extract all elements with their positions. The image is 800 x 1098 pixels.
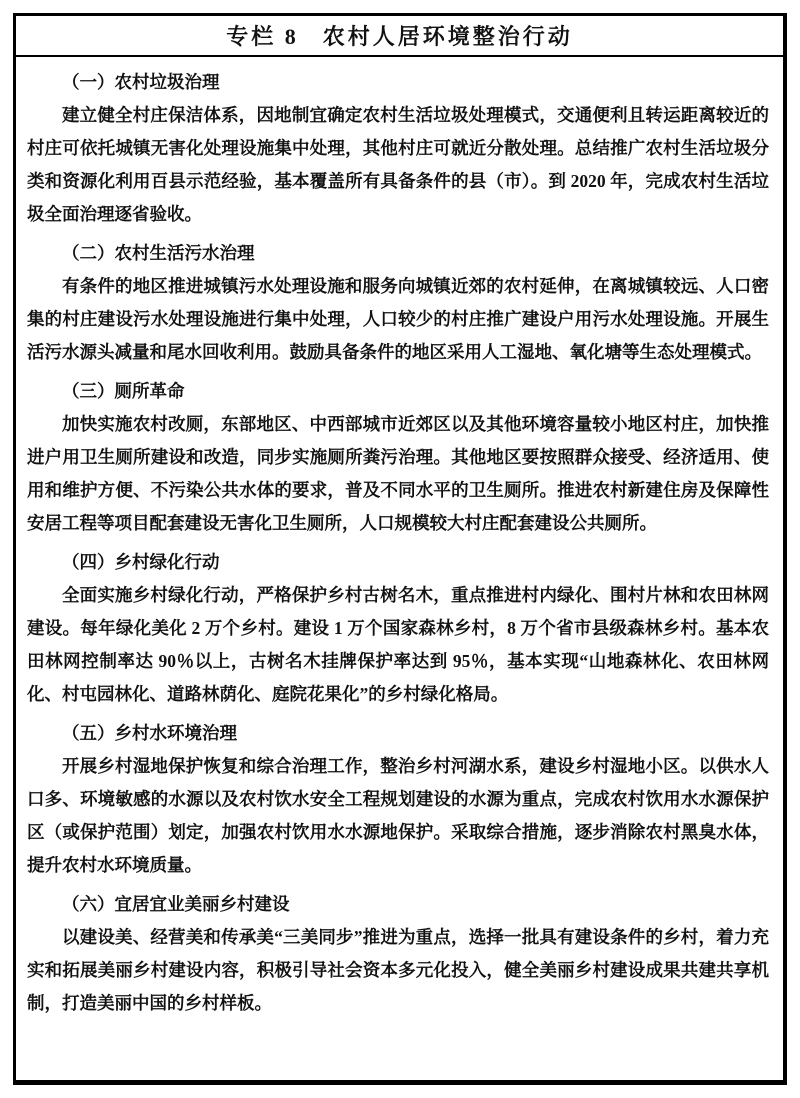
section-4 <box>27 546 769 711</box>
section-heading: （二）农村生活污水治理 <box>62 243 255 263</box>
section-paragraph: 以建设美、经营美和传承美“三美同步”推进为重点，选择一批具有建设条件的乡村，着力充实和拓展美丽乡村建设内容，积极引导社会资本多元化投入，健全美丽乡村建设成果共建共享机制，打造美丽中国的乡村样板。 <box>27 927 769 1013</box>
section-2 <box>27 237 769 369</box>
column-title-text: 农村人居环境整治行动 <box>322 24 573 49</box>
section-6 <box>27 888 769 1020</box>
column-box <box>13 13 787 1085</box>
section-paragraph: 加快实施农村改厕，东部地区、中西部城市近郊区以及其他环境容量较小地区村庄，加快推进户用卫生厕所建设和改造，同步实施厕所粪污治理。其他地区要按照群众接受、经济适用、使用和维护方便、不污染公共水体的要求，普及不同水平的卫生厕所。推进农村新建住房及保障性安居工程等项目配套建设无害化卫生厕所，人口规模较大村庄配套建设公共厕所。 <box>27 414 769 533</box>
section-paragraph: 有条件的地区推进城镇污水处理设施和服务向城镇近郊的农村延伸，在离城镇较远、人口密集的村庄建设污水处理设施进行集中处理，人口较少的村庄推广建设户用污水处理设施。开展生活污水源头减量和尾水回收利用。鼓励具备条件的地区采用人工湿地、氧化塘等生态处理模式。 <box>27 276 769 362</box>
column-title-label: 专栏 8 <box>226 24 299 49</box>
section-paragraph: 全面实施乡村绿化行动，严格保护乡村古树名木，重点推进村内绿化、围村片林和农田林网建设。每年绿化美化 2 万个乡村。建设 1 万个国家森林乡村，8 万个省市县级森林乡村。基本农田林网控制率达 90％以上，古树名木挂牌保护率达到 95％，基本实现“山地森林化、农田林网化、村屯园林化、道路林荫化、庭院花果化”的乡村绿化格局。 <box>27 585 769 704</box>
section-heading: （三）厕所革命 <box>62 381 185 401</box>
section-paragraph: 开展乡村湿地保护恢复和综合治理工作，整治乡村河湖水系，建设乡村湿地小区。以供水人口多、环境敏感的水源以及农村饮水安全工程规划建设的水源为重点，完成农村饮用水水源保护区（或保护范围）划定，加强农村饮用水水源地保护。采取综合措施，逐步消除农村黑臭水体，提升农村水环境质量。 <box>27 756 769 875</box>
section-heading: （四）乡村绿化行动 <box>62 552 220 572</box>
column-title <box>16 16 783 57</box>
section-heading: （六）宜居宜业美丽乡村建设 <box>62 894 290 914</box>
section-3 <box>27 375 769 540</box>
section-heading: （一）农村垃圾治理 <box>62 72 220 92</box>
column-body <box>16 57 783 1020</box>
section-1 <box>27 66 769 231</box>
section-heading: （五）乡村水环境治理 <box>62 723 237 743</box>
section-paragraph: 建立健全村庄保洁体系，因地制宜确定农村生活垃圾处理模式，交通便利且转运距离较近的村庄可依托城镇无害化处理设施集中处理，其他村庄可就近分散处理。总结推广农村生活垃圾分类和资源化利用百县示范经验，基本覆盖所有具备条件的县（市）。到 2020 年，完成农村生活垃圾全面治理逐省验收。 <box>27 105 769 224</box>
section-5 <box>27 717 769 882</box>
